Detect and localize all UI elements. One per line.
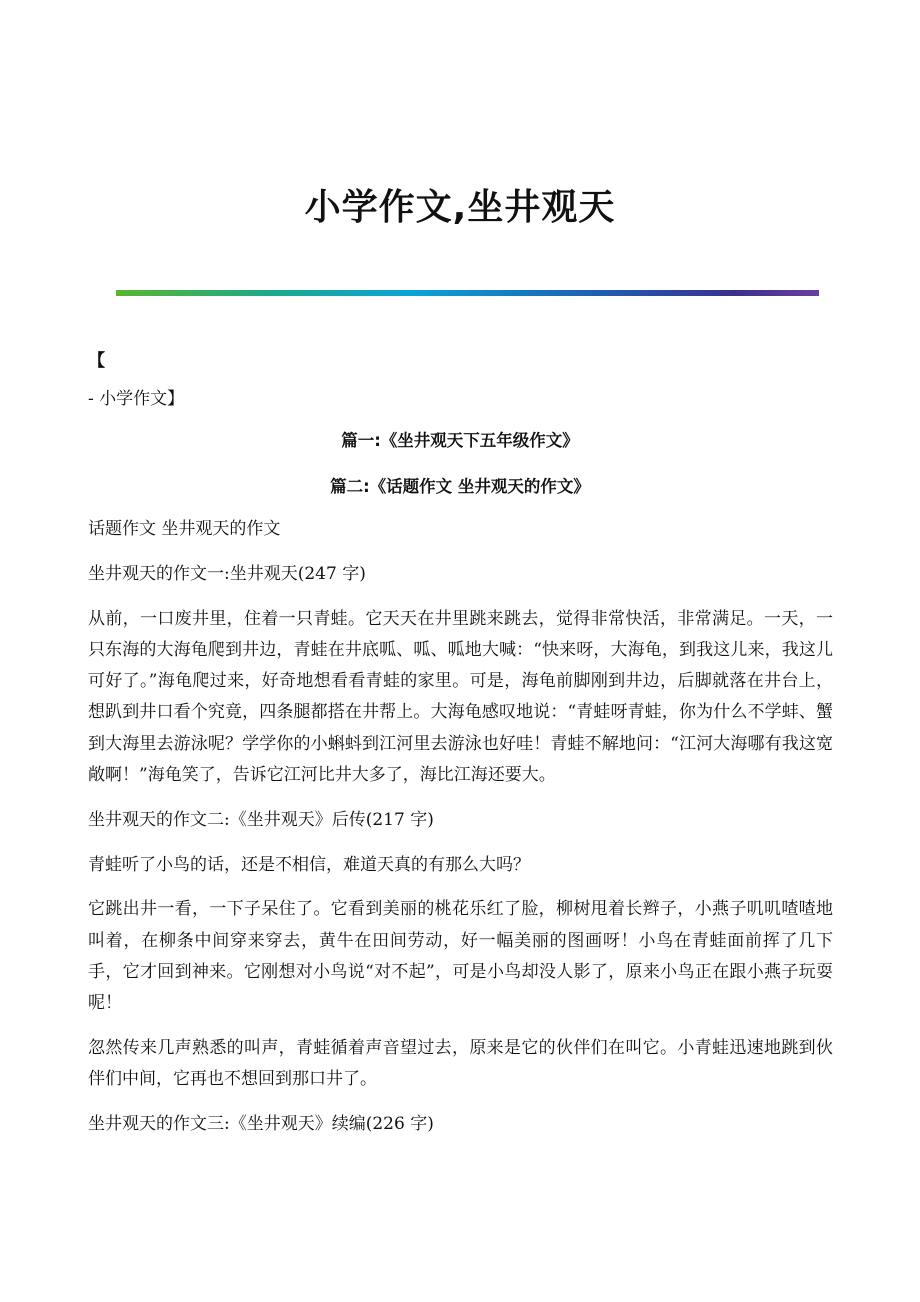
paragraph-essay-2-title: 坐井观天的作文二:《坐井观天》后传(217 字) (88, 809, 434, 830)
paragraph-essay-3-title: 坐井观天的作文三:《坐井观天》续编(226 字) (88, 1114, 434, 1135)
section-heading-1: 篇一:《坐井观天下五年级作文》 (341, 431, 579, 450)
category-label: - 小学作文】 (88, 389, 185, 409)
article-body (88, 514, 833, 1154)
document-title: 小学作文,坐井观天 (304, 187, 616, 228)
paragraph-essay-1-title: 坐井观天的作文一:坐井观天(247 字) (88, 563, 366, 584)
category-bracket: 【 (88, 351, 105, 371)
section-heading-2: 篇二:《话题作文 坐井观天的作文》 (330, 477, 590, 496)
paragraph-essay-2-intro: 青蛙听了小鸟的话，还是不相信，难道天真的有那么大吗？ (88, 854, 530, 875)
paragraph-essay-2-ending: 忽然传来几声熟悉的叫声，青蛙循着声音望过去，原来是它的伙伴们在叫它。小青蛙迅速地跳到伙伴们中间，它再也不想回到那口井了。 (88, 1038, 833, 1090)
paragraph-essay-2-body: 它跳出井一看，一下子呆住了。它看到美丽的桃花乐红了脸，柳树甩着长辫子，小燕子叽叽喳喳地叫着，在柳条中间穿来穿去，黄牛在田间劳动，好一幅美丽的图画呀！小鸟在青蛙面前挥了几下手，它才回到神来。它刚想对小鸟说“对不起”，可是小鸟却没人影了，原来小鸟正在跟小燕子玩耍呢！ (88, 899, 833, 1014)
paragraph-topic: 话题作文 坐井观天的作文 (88, 519, 281, 539)
title-gradient-divider (116, 290, 819, 296)
paragraph-essay-1-body: 从前，一口废井里，住着一只青蛙。它天天在井里跳来跳去，觉得非常快活，非常满足。一天，一只东海的大海龟爬到井边，青蛙在井底呱、呱、呱地大喊：“快来呀，大海龟，到我这儿来，我这儿可好了。”海龟爬过来，好奇地想看看青蛙的家里。可是，海龟前脚刚到井边，后脚就落在井台上，想趴到井口看个究竟，四条腿都搭在井帮上。大海龟感叹地说：“青蛙呀青蛙，你为什么不学蚌、蟹到大海里去游泳呢？学学你的小蝌蚪到江河里去游泳也好哇！青蛙不解地问：“江河大海哪有我这宽敞啊！”海龟笑了，告诉它江河比井大多了，海比江海还要大。 (88, 608, 833, 786)
